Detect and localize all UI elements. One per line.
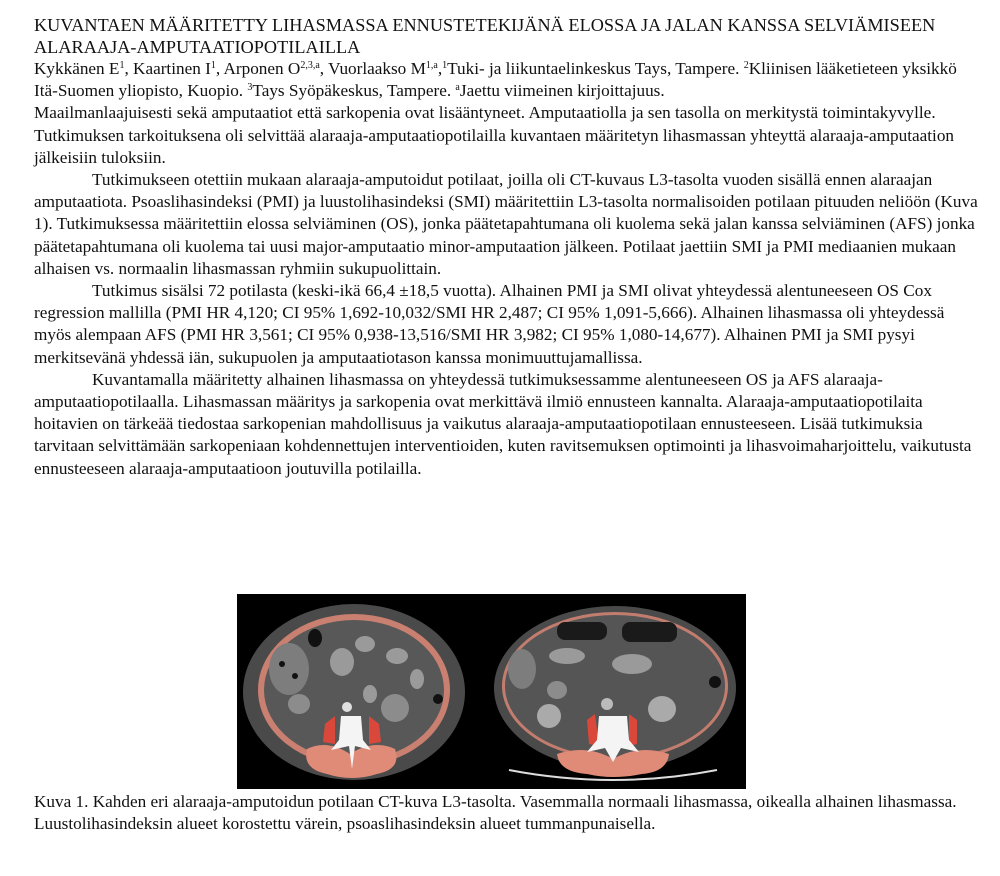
colon xyxy=(269,643,309,695)
figure-caption: Kuva 1. Kahden eri alaraaja-amputoidun potilaan CT-kuva L3-tasolta. Vasemmalla normaali lihasmassa, oikealla alhainen lihasmassa. Luustolihasindeksin alueet korostettu värein, psoaslihasindeksin alueet tummanpunaisella. xyxy=(34,792,957,834)
bowel-loop xyxy=(612,654,652,674)
ct-panel-low xyxy=(494,606,736,780)
abstract-page xyxy=(34,14,984,480)
gas-bubble xyxy=(433,694,443,704)
author: Kykkänen $E^1$ xyxy=(34,59,125,78)
affiliation: $^2$Kliinisen lääketieteen yksikkö Itä-Suomen yliopisto, Kuopio. xyxy=(34,59,957,101)
ct-images xyxy=(237,594,746,789)
gas-bubble xyxy=(709,676,721,688)
author: Vuorlaakso M$^{1,a}$ xyxy=(328,59,438,78)
kidney-left xyxy=(537,704,561,728)
kidney-right xyxy=(648,696,676,722)
affiliation: $^a$Jaettu viimeinen kirjoittajuus. xyxy=(455,81,665,101)
paragraph-background: Maailmanlaajuisesti sekä amputaatiot että sarkopenia ovat lisääntyneet. Amputaatiolla ja sen tasolla on merkitystä toimintakyvylle. Tutkimuksen tarkoituksena oli selvittää alaraaja-amputaatiopotilailla kuvantaen määritetyn lihasmassan yhteyttä alaraaja-amputaation jälkeisiin tuloksiin. xyxy=(34,103,955,167)
bowel-loop xyxy=(549,648,585,664)
ct-panel-normal xyxy=(243,604,465,780)
bowel-loop xyxy=(330,648,354,676)
author-line: Kykkänen $E^1$, Kaartinen $I^1$, Arponen O$^{2,3,a}$, Vuorlaakso M$^{1,a}$,$^1$Tuki- ja liikuntaelinkeskus Tays, Tampere. $^2$Kliinisen lääketieteen yksikkö Itä-Suomen yliopisto, Kuopio. $^3$Tays Syöpäkeskus, Tampere. $^a$Jaettu viimeinen kirjoittajuus. xyxy=(34,59,957,101)
colon-gas xyxy=(557,622,607,640)
affiliation: $^1$Tuki- ja liikuntaelinkeskus Tays, Tampere. xyxy=(442,59,740,78)
colon-gas xyxy=(622,622,677,642)
aorta xyxy=(342,702,352,712)
bowel-loop xyxy=(355,636,375,652)
paragraph-methods: Tutkimukseen otettiin mukaan alaraaja-amputoidut potilaat, joilla oli CT-kuvaus L3-tasolta vuoden sisällä ennen alaraajan amputaatiota. Psoaslihasindeksi (PMI) ja luustolihasindeksi (SMI) määritettiin L3-tasolta normalisoiden potilaan pituuden neliöön (Kuva 1). Tutkimuksessa määritettiin elossa selviäminen (OS), jonka päätetapahtumana oli kuolema sekä jalan kanssa selviäminen (AFS) jonka päätetapahtumana oli kuolema tai uusi major-amputaatio minor-amputaation jälkeen. Potilaat jaettiin SMI ja PMI mediaanien mukaan alhaisen vs. normaalin lihasmassan ryhmiin sukupuolittain. xyxy=(34,170,978,278)
paragraph-results: Tutkimus sisälsi 72 potilasta (keski-ikä 66,4 ±18,5 vuotta). Alhainen PMI ja SMI olivat yhteydessä alentuneeseen OS Cox regression mallilla (PMI HR 4,120; CI 95% 1,692-10,032/SMI HR 2,487; CI 95% 1,091-5,666). Alhainen lihasmassa oli yhteydessä myös alempaan AFS (PMI HR 3,561; CI 95% 0,938-13,516/SMI HR 3,982; CI 95% 1,080-14,677). Alhainen PMI ja SMI pysyi merkitsevänä yhdessä iän, sukupuolen ja amputaatiotason kanssa monimuuttujamallissa. xyxy=(34,281,945,367)
ct-figure xyxy=(237,594,746,789)
kidney-right xyxy=(381,694,409,722)
abstract-title: KUVANTAEN MÄÄRITETTY LIHASMASSA ENNUSTETEKIJÄNÄ ELOSSA JA JALAN KANSSA SELVIÄMISEEN ALARAAJA-AMPUTAATIOPOTILAILLA xyxy=(34,15,936,57)
aorta xyxy=(601,698,613,710)
affiliation: $^3$Tays Syöpäkeskus, Tampere. xyxy=(247,81,452,101)
bowel-loop xyxy=(363,685,377,703)
gas-bubble xyxy=(292,673,298,679)
paragraph-conclusions: Kuvantamalla määritetty alhainen lihasmassa on yhteydessä tutkimuksessamme alentuneeseen OS ja AFS alaraaja-amputaatiopotilaalla. Lihasmassan määritys ja sarkopenia ovat merkittävä ilmiö ennusteen kannalta. Alaraaja-amputaatiopotilaita hoitavien on tärkeää tiedostaa sarkopenian mahdollisuus ja vaikutus alaraaja-amputaatiopotilaan ennusteeseen. Lisää tutkimuksia tarvitaan selvittämään sarkopeniaan kohdennettujen interventioiden, kuten ravitsemuksen optimointi ja lihasvoimaharjoittelu, vaikutusta ennusteeseen alaraaja-amputaatioon joutuvilla potilailla. xyxy=(34,369,972,478)
author: Kaartinen $I^1$ xyxy=(133,59,216,78)
gas-bubble xyxy=(308,629,322,647)
author: Arponen O$^{2,3,a}$ xyxy=(223,59,320,78)
kidney-left xyxy=(288,694,310,714)
colon xyxy=(508,649,536,689)
bowel-loop xyxy=(410,669,424,689)
bowel-loop xyxy=(386,648,408,664)
bowel-loop xyxy=(547,681,567,699)
gas-bubble xyxy=(279,661,285,667)
